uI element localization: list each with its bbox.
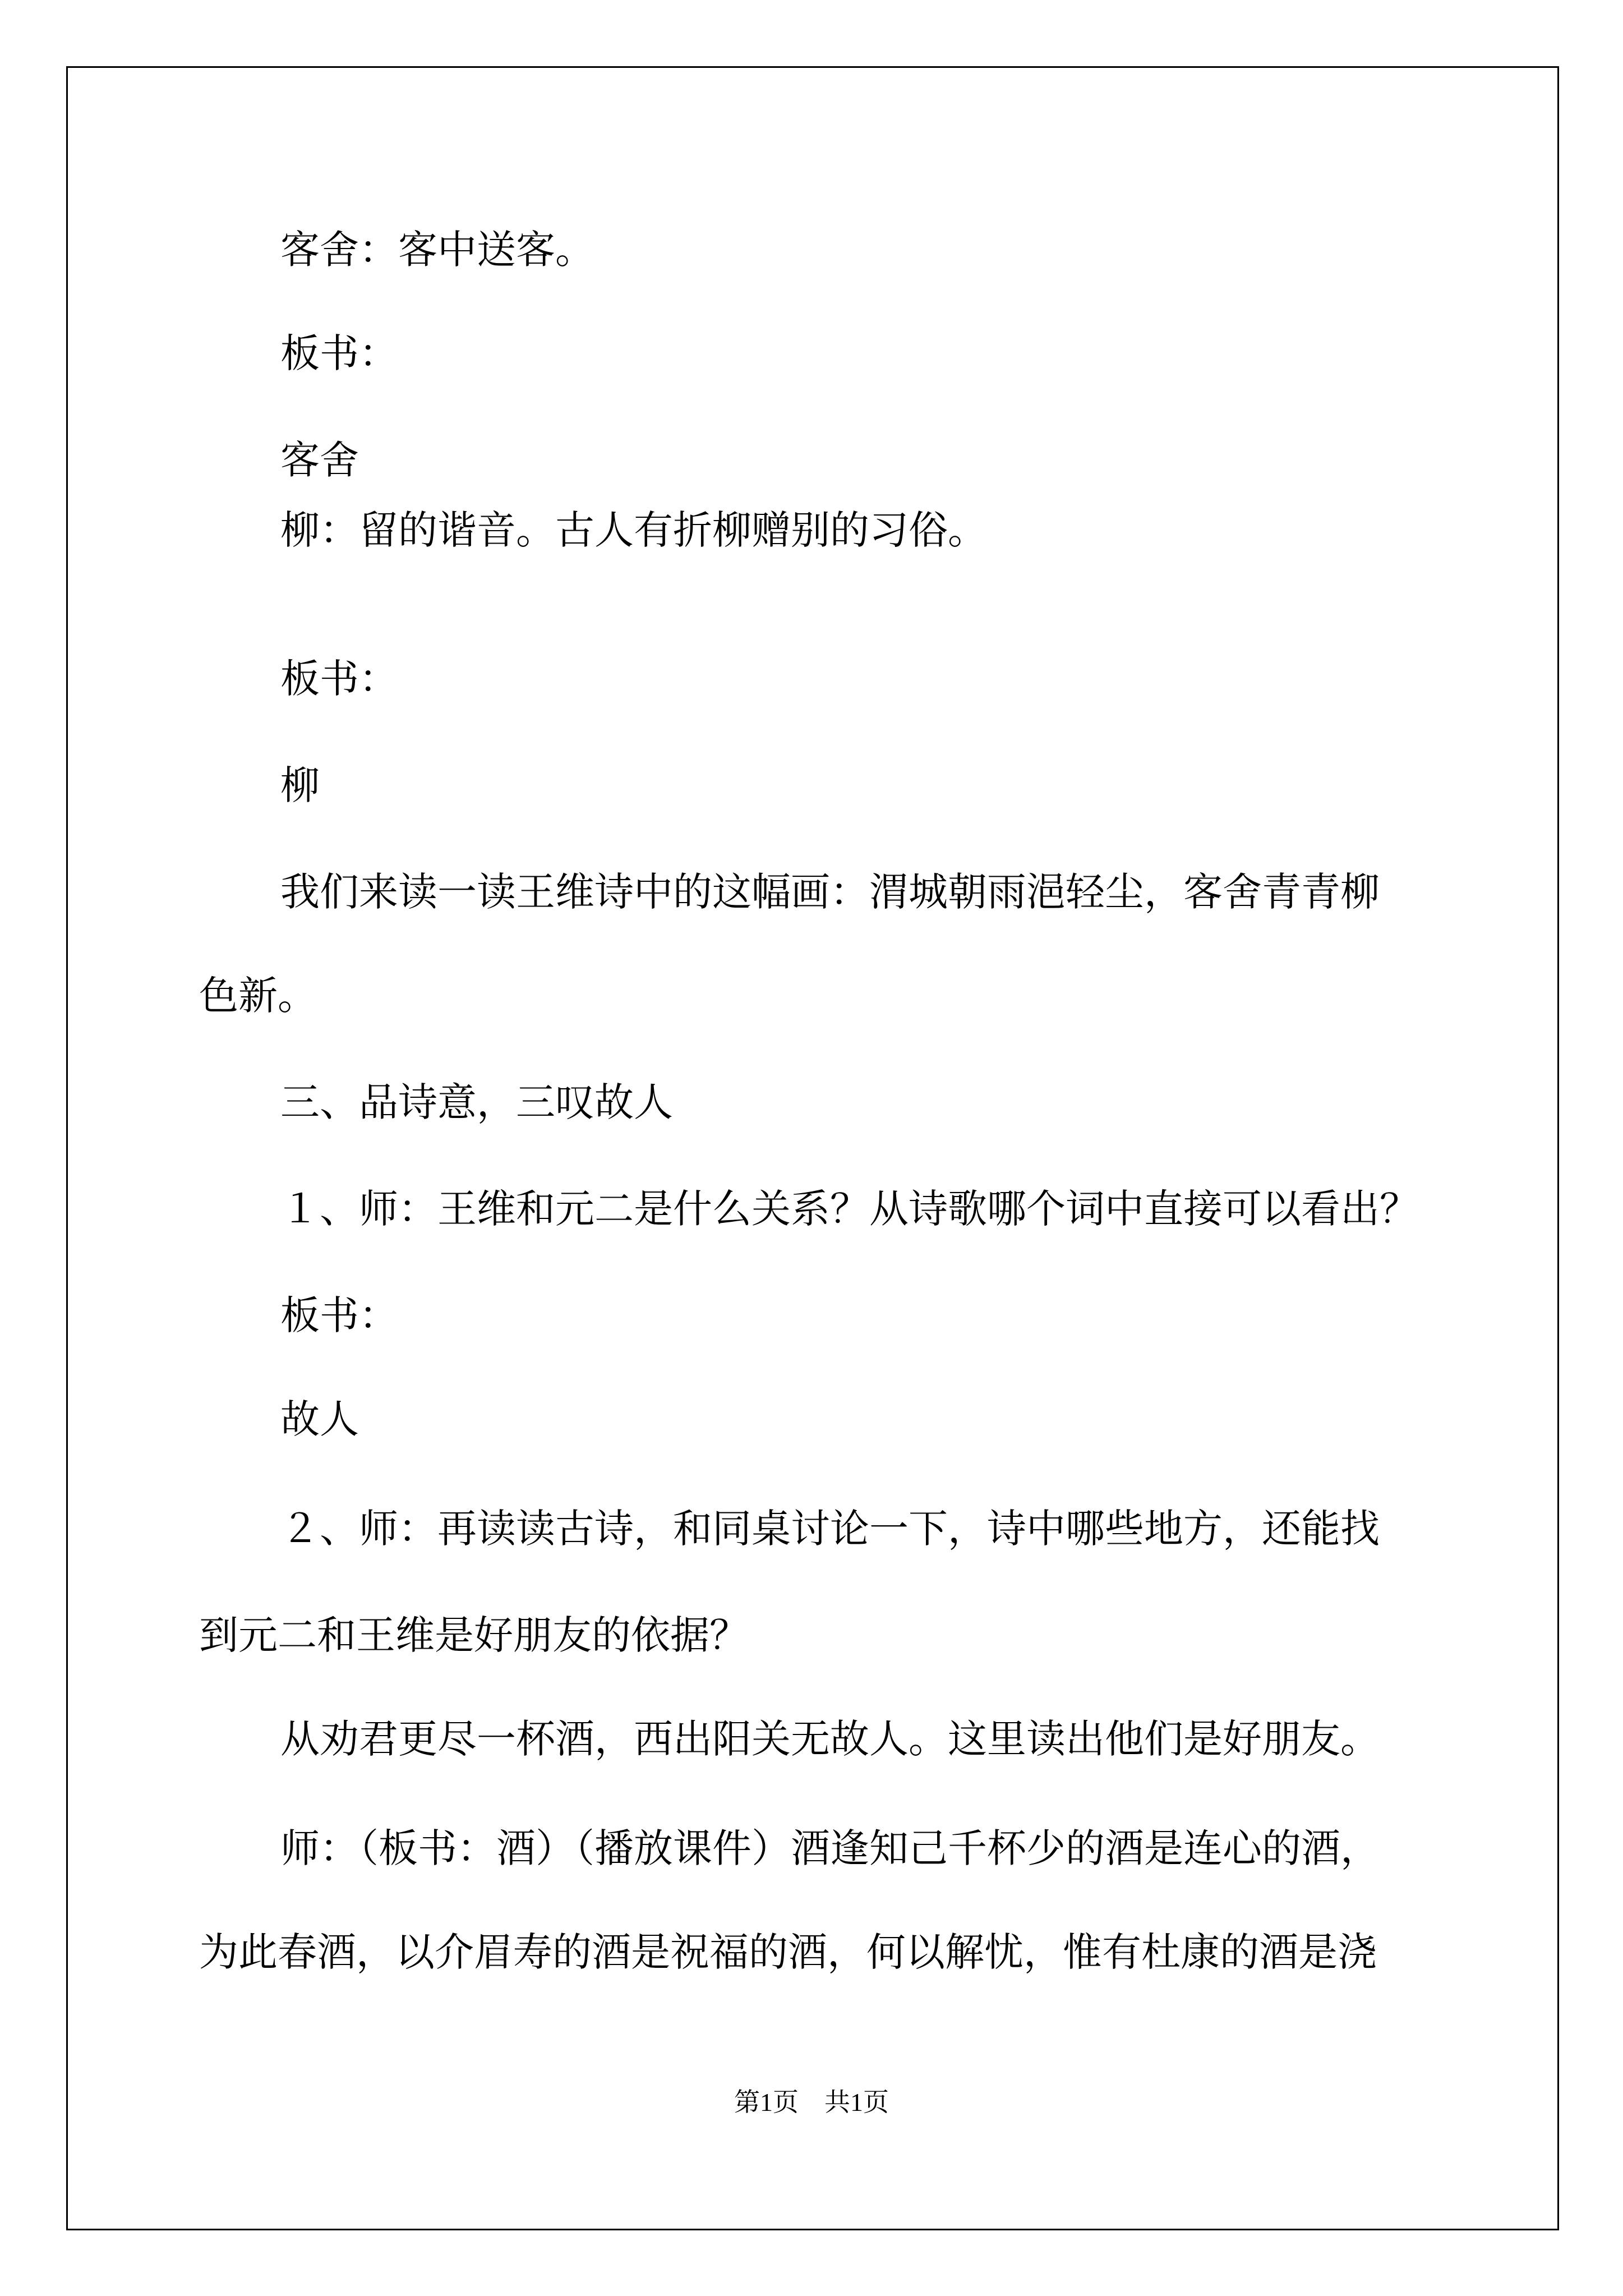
paragraph-line: 板书： (280, 1292, 398, 1338)
paragraph-line: 故人 (280, 1396, 359, 1442)
paragraph-line: 柳 (280, 762, 320, 808)
paragraph-line: 客舍 (280, 437, 359, 483)
paragraph-line: 板书： (280, 656, 398, 702)
paragraph-line: １、师：王维和元二是什么关系？从诗歌哪个词中直接可以看出？ (280, 1186, 1419, 1232)
paragraph-line: 我们来读一读王维诗中的这幅画：渭城朝雨浥轻尘，客舍青青柳 (280, 869, 1380, 915)
page-border (66, 66, 1559, 2230)
paragraph-line: 到元二和王维是好朋友的依据？ (199, 1612, 749, 1658)
paragraph-line: 客舍：客中送客。 (280, 227, 594, 273)
paragraph-line: 板书： (280, 330, 398, 376)
paragraph-line: 三、品诗意，三叹故人 (280, 1079, 673, 1125)
paragraph-line: ２、师：再读读古诗，和同桌讨论一下，诗中哪些地方，还能找 (280, 1506, 1380, 1552)
paragraph-line: 从劝君更尽一杯酒，西出阳关无故人。这里读出他们是好朋友。 (280, 1716, 1380, 1762)
paragraph-line: 色新。 (199, 973, 317, 1019)
paragraph-line: 为此春酒，以介眉寿的酒是祝福的酒，何以解忧，惟有杜康的酒是浇 (199, 1929, 1377, 1975)
paragraph-line: 师：（板书：酒）（播放课件）酒逢知己千杯少的酒是连心的酒， (280, 1825, 1380, 1871)
paragraph-line: 柳：留的谐音。古人有折柳赠别的习俗。 (280, 507, 987, 553)
page-footer: 第1页 共1页 (734, 2088, 889, 2116)
